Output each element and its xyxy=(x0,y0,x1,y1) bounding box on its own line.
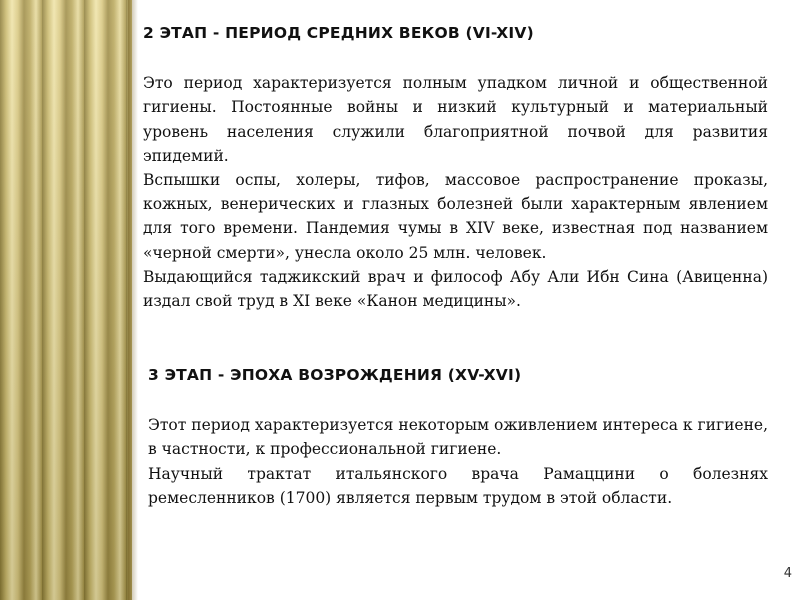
page-number: 4 xyxy=(783,566,792,581)
section-heading: 3 ЭТАП - ЭПОХА ВОЗРОЖДЕНИЯ (XV-XVI) xyxy=(148,366,522,384)
curtain-shadow xyxy=(128,0,138,600)
section-heading: 2 ЭТАП - ПЕРИОД СРЕДНИХ ВЕКОВ (VI-XIV) xyxy=(143,24,534,42)
decorative-curtain xyxy=(0,0,132,600)
paragraph: Этот период характеризуется некоторым оживлением интереса к гигиене, в частности, к профессиональной гигиене. xyxy=(148,416,768,459)
section-renaissance xyxy=(148,363,768,510)
paragraph: Выдающийся таджикский врач и философ Абу Али Ибн Сина (Авиценна) издал свой труд в XI веке «Канон медицины». xyxy=(143,267,768,311)
paragraph: Это период характеризуется полным упадком личной и общественной гигиены. Постоянные войны и низкий культурный и материальный уровень населения служили благоприятной почвой для развития эпидемий. xyxy=(143,74,768,165)
paragraph: Научный трактат итальянского врача Рамаццини о болезнях ремесленников (1700) является первым трудом в этой области. xyxy=(148,464,768,507)
section-middle-ages xyxy=(143,21,768,313)
paragraph: Вспышки оспы, холеры, тифов, массовое распространение проказы, кожных, венерических и глазных болезней были характерным явлением для того времени. Пандемия чумы в XIV веке, известная под названием «черной смерти», унесла около 25 млн. человек. xyxy=(143,171,768,262)
